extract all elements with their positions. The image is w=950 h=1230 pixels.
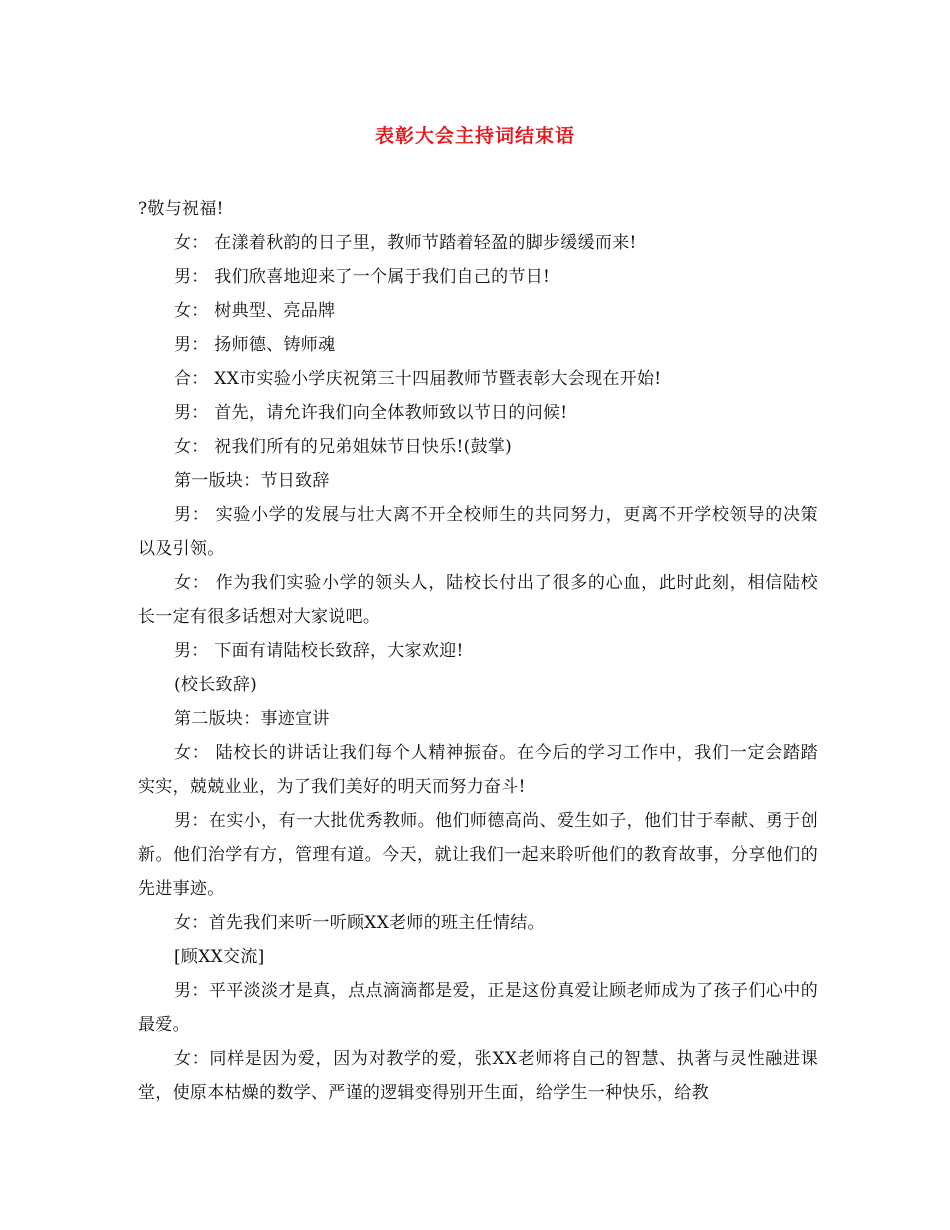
- section-heading: 第二版块：事迹宣讲: [174, 709, 330, 729]
- paragraph: 男： 扬师德、铸师魂: [174, 335, 336, 355]
- paragraph: (校长致辞): [174, 675, 258, 695]
- paragraph: 男： 首先，请允许我们向全体教师致以节日的问候!: [174, 403, 568, 423]
- paragraph: 男： 下面有请陆校长致辞，大家欢迎!: [174, 641, 464, 661]
- paragraph: 女： 在漾着秋韵的日子里，教师节踏着轻盈的脚步缓缓而来!: [174, 233, 637, 253]
- paragraph: ?敬与祝福!: [138, 199, 224, 219]
- paragraph: 女： 祝我们所有的兄弟姐妹节日快乐!(鼓掌): [174, 437, 513, 457]
- paragraph: 男：平平淡淡才是真，点点滴滴都是爱，正是这份真爱让顾老师成为了孩子们心中的最爱。: [138, 981, 818, 1035]
- paragraph: 女： 作为我们实验小学的领头人，陆校长付出了很多的心血，此时此刻，相信陆校长一定有很多话想对大家说吧。: [138, 573, 818, 627]
- paragraph: 女： 陆校长的讲话让我们每个人精神振奋。在今后的学习工作中，我们一定会踏踏实实，兢兢业业，为了我们美好的明天而努力奋斗!: [138, 743, 818, 797]
- paragraph: 男： 我们欣喜地迎来了一个属于我们自己的节日!: [174, 267, 551, 287]
- paragraph: 男： 实验小学的发展与壮大离不开全校师生的共同努力，更离不开学校领导的决策以及引领。: [138, 505, 818, 559]
- paragraph: 女：首先我们来听一听顾XX老师的班主任情结。: [174, 913, 545, 933]
- document-title: 表彰大会主持词结束语: [374, 125, 575, 147]
- document-body: [138, 192, 818, 1110]
- section-heading: 第一版块：节日致辞: [174, 471, 330, 491]
- paragraph: 女：同样是因为爱，因为对教学的爱，张XX老师将自己的智慧、执著与灵性融进课堂，使原本枯燥的数学、严谨的逻辑变得别开生面，给学生一种快乐，给教: [138, 1049, 818, 1103]
- paragraph: 男：在实小，有一大批优秀教师。他们师德高尚、爱生如子，他们甘于奉献、勇于创新。他们治学有方，管理有道。今天，就让我们一起来聆听他们的教育故事，分享他们的先进事迹。: [138, 811, 818, 899]
- paragraph: 女： 树典型、亮品牌: [174, 301, 336, 321]
- paragraph: [顾XX交流]: [174, 947, 265, 967]
- paragraph: 合： XX市实验小学庆祝第三十四届教师节暨表彰大会现在开始!: [174, 369, 662, 389]
